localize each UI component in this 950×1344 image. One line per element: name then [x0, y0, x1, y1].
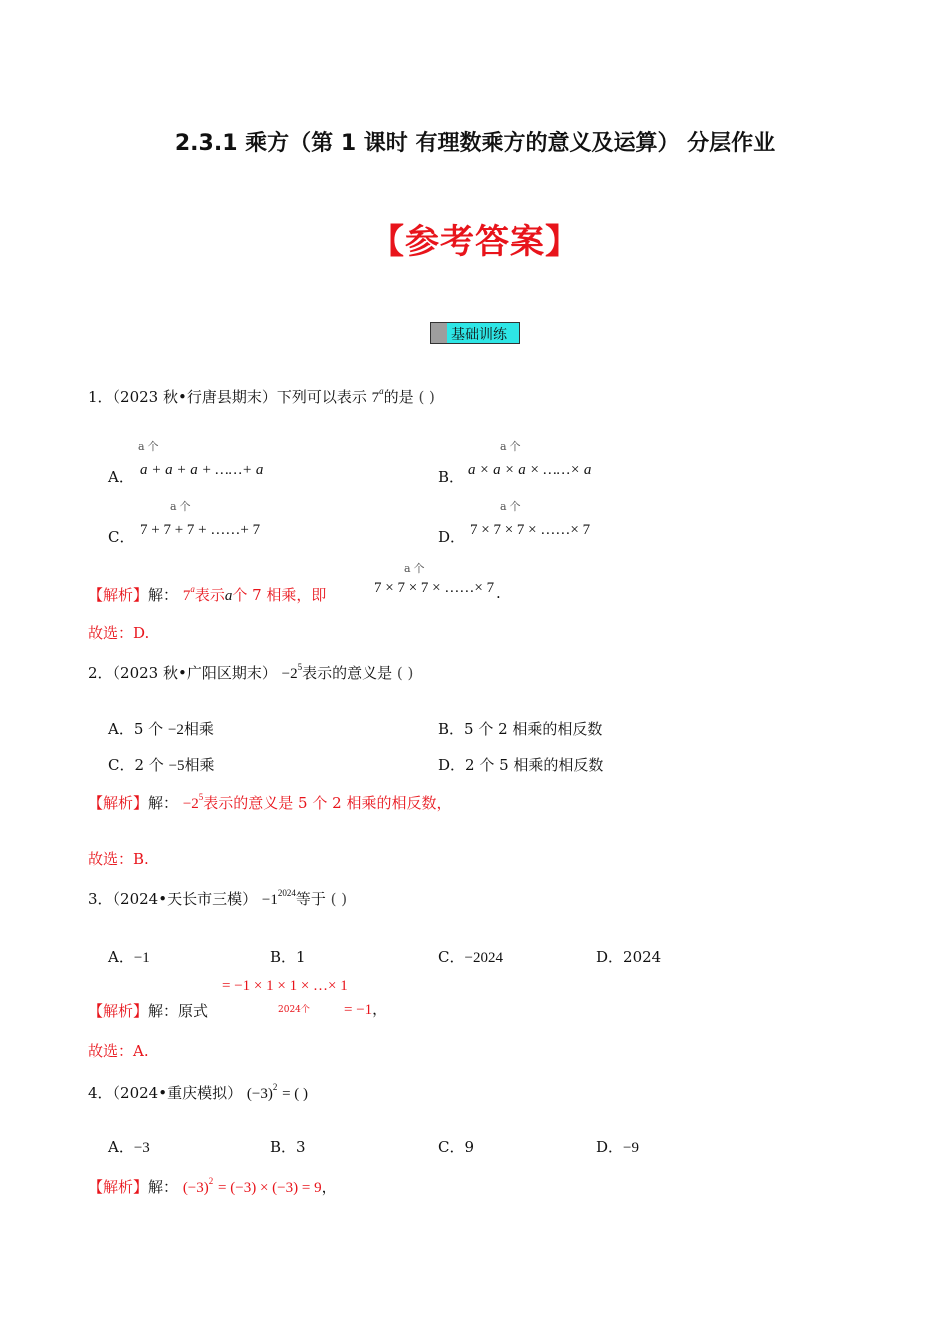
section-tag — [430, 322, 520, 344]
question-2-stem: 2．（2023 秋•广阳区期末） $-2^5$表示的意义是 ( ) — [88, 662, 414, 682]
page-title: 2.3.1 乘方（第 1 课时 有理数乘方的意义及运算） 分层作业 — [174, 131, 776, 156]
option-a-brace-label: a个 — [138, 440, 162, 453]
question-3-option-a: A．−1 — [108, 948, 150, 966]
question-2-option-a: A．5 个 −2相乘 — [108, 720, 214, 738]
question-3-option-b: B．1 — [270, 948, 306, 966]
question-2-option-b: B．5 个 2 相乘的相反数 — [438, 720, 603, 738]
question-2-analysis: 【解析】解： $-2^5$表示的意义是 5 个 2 相乘的相反数， — [88, 792, 452, 812]
question-1-option-d-expr: 7 × 7 × 7 × ……× 7 — [470, 522, 591, 538]
option-d-brace-label: a个 — [500, 500, 524, 513]
analysis-1-expr: 7 × 7 × 7 × ……× 7 — [374, 580, 495, 596]
option-b-brace-label: a个 — [500, 440, 524, 453]
question-1-analysis: 【解析】解： 7$^a$表示a个 7 相乘，即 — [88, 584, 327, 604]
question-1-answer: 故选：D. — [88, 624, 150, 642]
analysis-3-expr: = −1 × 1 × 1 × …× 1 — [222, 978, 348, 994]
question-2-answer: 故选：B. — [88, 850, 149, 868]
question-1-option-c: C． — [108, 528, 135, 546]
question-3-option-c: C．−2024 — [438, 948, 503, 966]
question-2-option-d: D．2 个 5 相乘的相反数 — [438, 756, 604, 774]
question-1-option-a-expr: a + a + a + ……+ a — [140, 462, 264, 478]
question-2-option-c: C．2 个 −5相乘 — [108, 756, 215, 774]
question-3-stem: 3．（2024•天长市三模） $-1^{2024}$等于 ( ) — [88, 888, 348, 908]
question-1-option-a: a个 A． — [108, 440, 162, 486]
question-4-analysis: 【解析】解： $(-3)^2 = (-3) \times (-3) = 9$， — [88, 1176, 337, 1196]
question-4-option-b: B．3 — [270, 1138, 306, 1156]
section-label: 基础训练 — [451, 327, 507, 343]
question-4-option-d: D．−9 — [596, 1138, 639, 1156]
question-1-option-d: D． — [438, 528, 466, 546]
analysis-1-end: . — [496, 584, 501, 602]
question-1-stem: 1．（2023 秋•行唐县期末）下列可以表示 7$^a$的是 ( ) — [88, 386, 435, 406]
question-4-stem: 4．（2024•重庆模拟） $(-3)^2$ = ( ) — [88, 1082, 309, 1102]
question-1-option-c-expr: 7 + 7 + 7 + ……+ 7 — [140, 522, 261, 538]
question-4-option-c: C．9 — [438, 1138, 475, 1156]
question-1-option-b: B． — [438, 468, 465, 486]
question-3-analysis: 【解析】解：原式 — [88, 1002, 209, 1020]
question-4-option-a: A．−3 — [108, 1138, 150, 1156]
question-3-option-d: D．2024 — [596, 948, 662, 966]
option-c-brace-label: a个 — [170, 500, 194, 513]
analysis-3-result: = −1， — [344, 1002, 388, 1018]
question-3-answer: 故选：A. — [88, 1042, 149, 1060]
question-1-option-b-expr: a × a × a × ……× a — [468, 462, 592, 478]
section-tag-marker — [431, 323, 447, 343]
analysis-1-brace-label: a个 — [404, 562, 428, 575]
analysis-3-brace-label: 2024个 — [278, 1005, 310, 1015]
answer-heading: 【参考答案】 — [370, 222, 580, 262]
